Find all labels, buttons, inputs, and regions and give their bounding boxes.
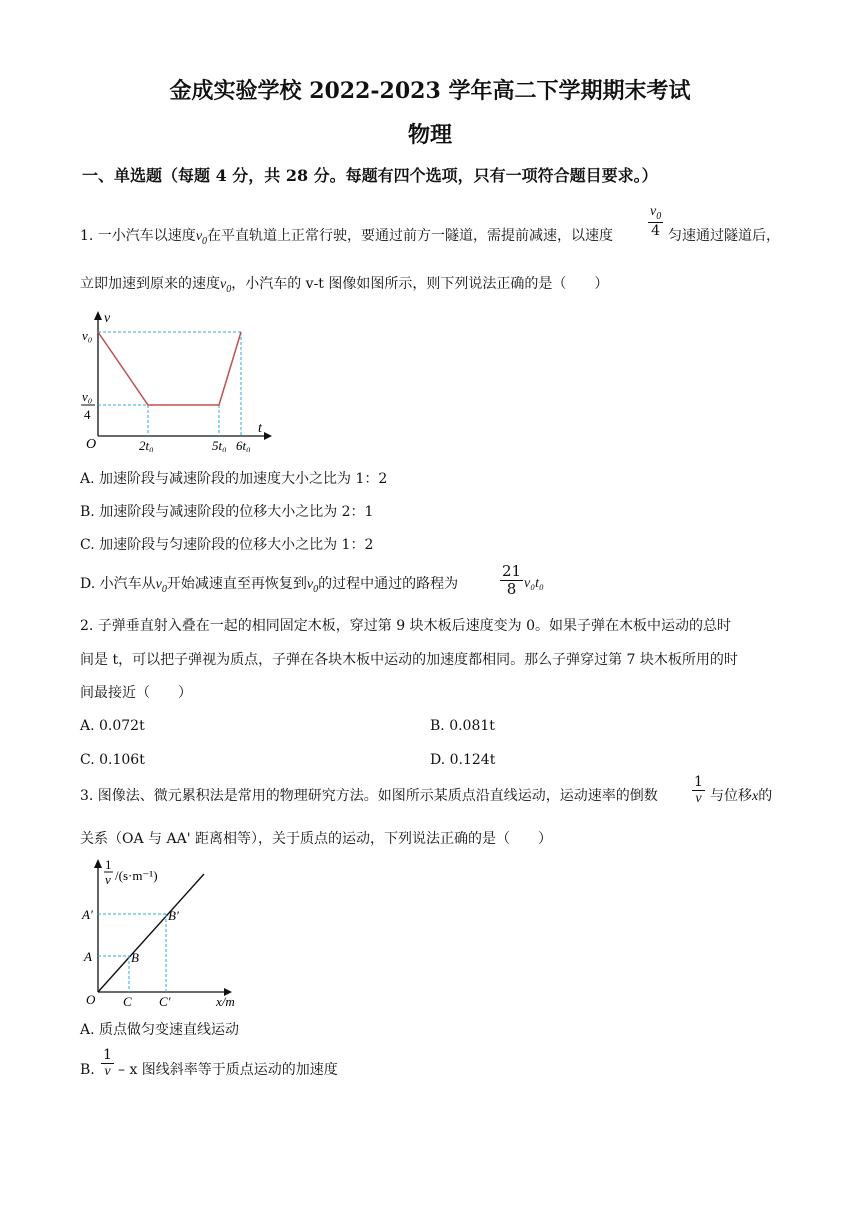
q2-option-a: A. 0.072t xyxy=(80,718,145,734)
q3-tick-c-prime: C′ xyxy=(159,994,171,1009)
q3-point-b-prime: B′ xyxy=(168,908,179,923)
q3-option-b-text: – x 图线斜率等于质点运动的加速度 xyxy=(118,1062,338,1078)
q1-x-tick-2t0: 2t₀ xyxy=(139,438,154,452)
document-title: 金成实验学校 2022-2023 学年高二下学期期末考试 xyxy=(169,78,691,104)
q1-option-d-frac: 21 8 xyxy=(502,562,522,598)
q3-y-label-num: 1 xyxy=(105,857,112,872)
q1-vt-line xyxy=(98,332,241,405)
q1-line1-c: 匀速通过隧道后， xyxy=(668,228,780,244)
q3-option-a: A. 质点做匀变速直线运动 xyxy=(80,1022,240,1038)
q1-option-d: D. 小汽车从$v_0$开始减速直至再恢复到$v_0$的过程中通过的路程为 xyxy=(80,576,459,595)
q2-option-d: D. 0.124t xyxy=(430,752,496,768)
q3-point-b: B xyxy=(131,950,139,965)
q3-y-label-unit: /(s·m⁻¹) xyxy=(115,868,158,883)
q3-line1-a: 3. 图像法、微元累积法是常用的物理研究方法。如图所示某质点沿直线运动，运动速率的倒数 xyxy=(80,788,658,804)
q1-option-d-tail: v₀t₀ xyxy=(524,576,544,591)
q1-line1-a: 1. 一小汽车以速度 xyxy=(80,228,196,244)
q2-option-c: C. 0.106t xyxy=(80,752,145,768)
q1-x-tick-5t0: 5t₀ xyxy=(212,438,227,452)
q3-line xyxy=(98,874,204,992)
q3-tick-a-prime: A′ xyxy=(82,907,93,922)
q2-line2: 间是 t，可以把子弹视为质点，子弹在各块木板中运动的加速度都相同。那么子弹穿过第 7 块木板所用的时 xyxy=(80,652,738,668)
q1-x-axis-label: t xyxy=(258,421,262,436)
q1-x-tick-6t0: 6t₀ xyxy=(236,438,251,452)
q2-option-b: B. 0.081t xyxy=(430,718,495,734)
q3-tick-a: A xyxy=(84,949,92,964)
q1-line2: 立即加速到原来的速度$v_0$，小汽车的 v-t 图像如图所示，则下列说法正确的是（ ） xyxy=(80,276,609,295)
q1-y-axis-label: v xyxy=(104,311,111,326)
q3-line1-frac: 1 v xyxy=(694,774,703,807)
q3-graph xyxy=(78,856,250,1012)
q3-x-label: x/m xyxy=(216,994,235,1009)
q1-y-tick-v0: v₀ xyxy=(82,328,93,343)
q3-option-b-label: B. xyxy=(80,1062,95,1078)
q3-line2: 关系（OA 与 AA' 距离相等），关于质点的运动，下列说法正确的是（ ） xyxy=(80,831,553,847)
q1-y-tick-low-num: v₀ xyxy=(82,389,93,404)
q1-y-tick-low-den: 4 xyxy=(84,407,91,422)
q1-origin: O xyxy=(86,437,97,452)
q1-frac: $v_0$ 4 xyxy=(650,204,662,240)
q3-option-b-frac: 1 v xyxy=(103,1047,112,1080)
q1-v0: $v_0$ xyxy=(195,229,208,247)
q3-y-label-den: v xyxy=(105,872,111,887)
q1-line1 xyxy=(80,226,613,252)
q3-tick-c: C xyxy=(123,994,132,1009)
q1-line1-b: 在平直轨道上正常行驶，要通过前方一隧道，需提前减速，以速度 xyxy=(207,228,614,244)
q2-line1: 2. 子弹垂直射入叠在一起的相同固定木板，穿过第 9 块木板后速度变为 0。如果子弹在木板中运动的总时 xyxy=(80,618,731,634)
q3-origin: O xyxy=(86,992,96,1007)
q1-option-c: C. 加速阶段与匀速阶段的位移大小之比为 1：2 xyxy=(80,537,374,553)
q1-option-a: A. 加速阶段与减速阶段的加速度大小之比为 1：2 xyxy=(80,471,388,487)
q1-vt-graph xyxy=(78,308,278,452)
q3-line1-b: 与位移x的 xyxy=(710,788,773,804)
subject-title: 物理 xyxy=(407,122,452,148)
q2-line3: 间最接近（ ） xyxy=(80,685,192,701)
section-heading: 一、单选题（每题 4 分，共 28 分。每题有四个选项，只有一项符合题目要求。） xyxy=(82,166,658,185)
q1-option-b: B. 加速阶段与减速阶段的位移大小之比为 2：1 xyxy=(80,504,374,520)
